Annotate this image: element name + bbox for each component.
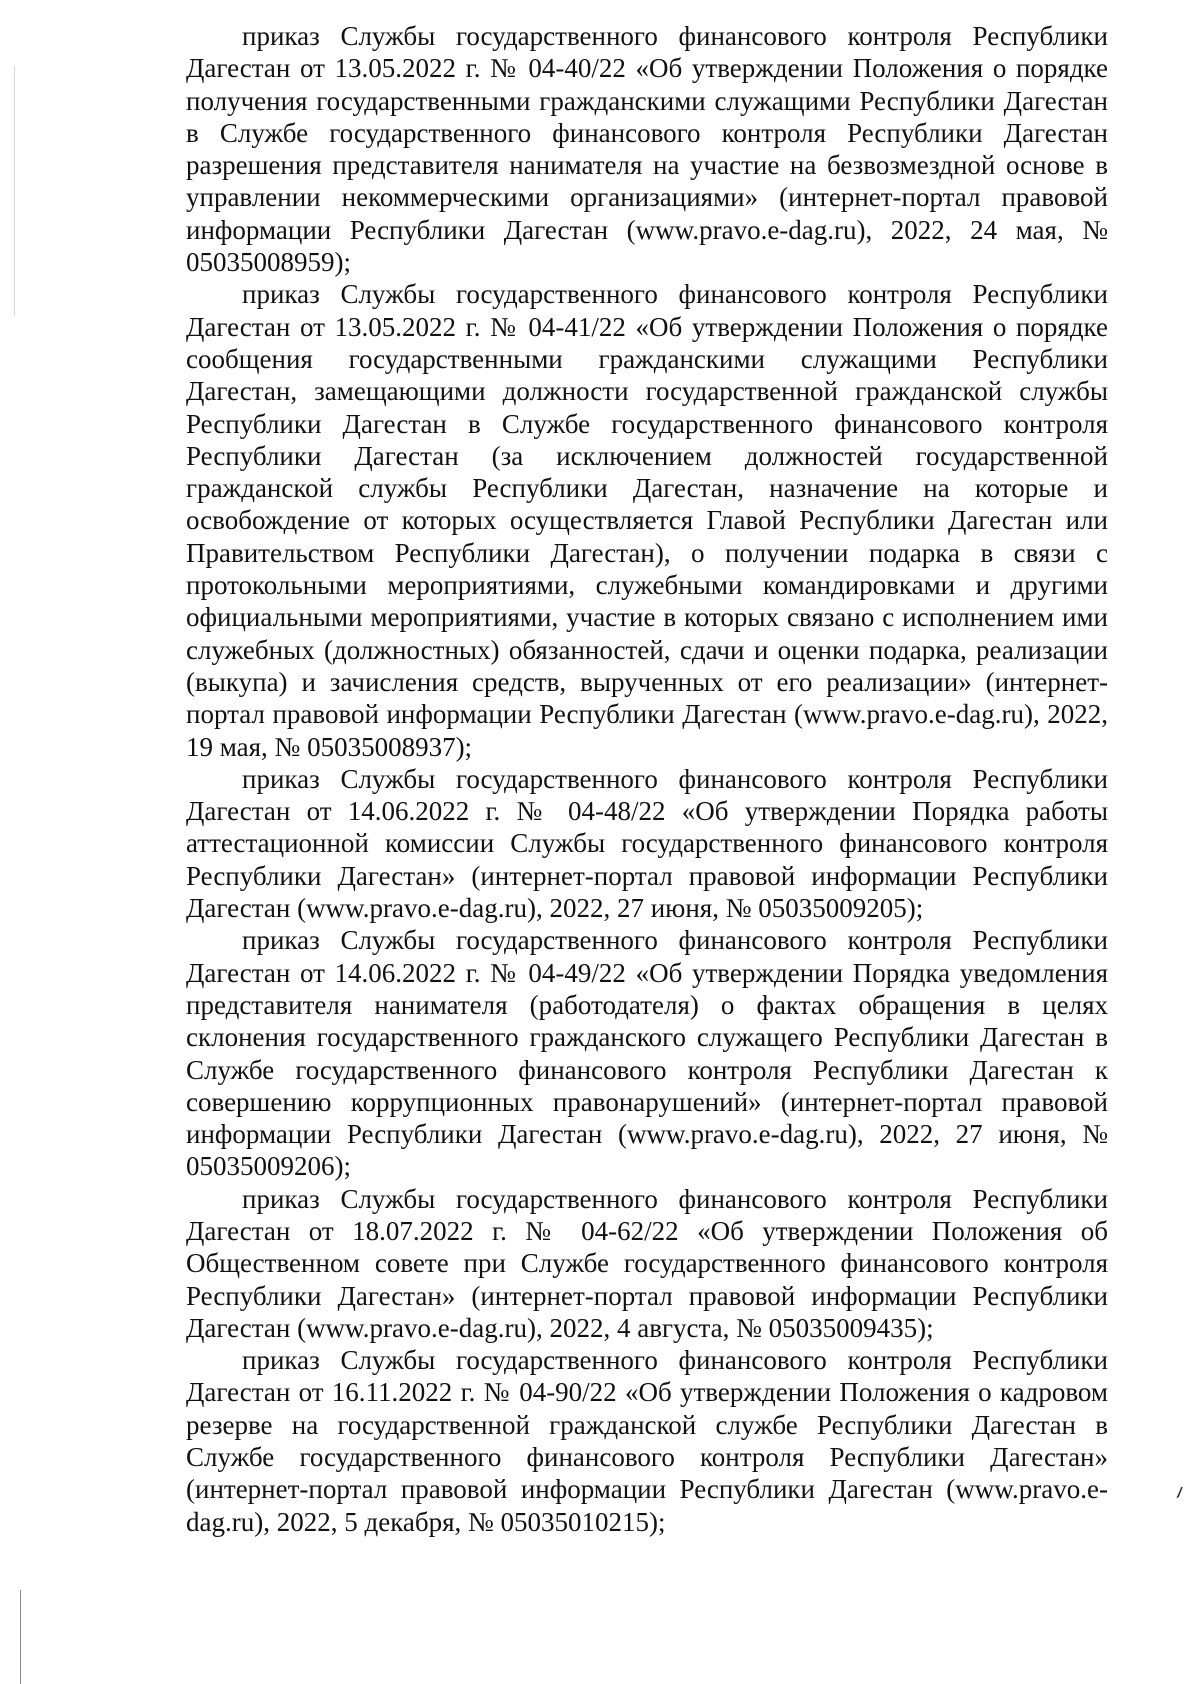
scan-edge-mark bbox=[20, 1590, 21, 1684]
order-paragraph-4: приказ Службы государственного финансового контроля Республики Дагестан от 14.06.2022 г. № 04-49/22 «Об утверждении Порядка уведомления представителя нанимателя (работодателя) о фактах обращения в целях склонения государственного гражданского служащего Республики Дагестан в Службе государственного финансового контроля Республики Дагестан к совершению коррупционных правонарушений» (интернет-портал правовой информации Республики Дагестан (www.pravo.e-dag.ru), 2022, 27 июня, № 05035009206); bbox=[186, 925, 1108, 1182]
scan-edge-mark bbox=[14, 66, 15, 316]
scan-speck-mark bbox=[1176, 1485, 1184, 1499]
order-paragraph-1: приказ Службы государственного финансового контроля Республики Дагестан от 13.05.2022 г. № 04-40/22 «Об утверждении Положения о порядке получения государственными гражданскими служащими Республики Дагестан в Службе государственного финансового контроля Республики Дагестан разрешения представителя нанимателя на участие на безвозмездной основе в управлении некоммерческими организациями» (интернет-портал правовой информации Республики Дагестан (www.pravo.e-dag.ru), 2022, 24 мая, № 05035008959); bbox=[186, 21, 1108, 278]
order-paragraph-6: приказ Службы государственного финансового контроля Республики Дагестан от 16.11.2022 г. № 04-90/22 «Об утверждении Положения о кадровом резерве на государственной гражданской службе Республики Дагестан в Службе государственного финансового контроля Республики Дагестан» (интернет-портал правовой информации Республики Дагестан (www.pravo.e-dag.ru), 2022, 5 декабря, № 05035010215); bbox=[186, 1345, 1108, 1537]
document-body bbox=[186, 20, 1108, 1538]
order-paragraph-5: приказ Службы государственного финансового контроля Республики Дагестан от 18.07.2022 г. № 04-62/22 «Об утверждении Положения об Общественном совете при Службе государственного финансового контроля Республики Дагестан» (интернет-портал правовой информации Республики Дагестан (www.pravo.e-dag.ru), 2022, 4 августа, № 05035009435); bbox=[186, 1183, 1108, 1343]
order-paragraph-3: приказ Службы государственного финансового контроля Республики Дагестан от 14.06.2022 г. № 04-48/22 «Об утверждении Порядка работы аттестационной комиссии Службы государственного финансового контроля Республики Дагестан» (интернет-портал правовой информации Республики Дагестан (www.pravo.e-dag.ru), 2022, 27 июня, № 05035009205); bbox=[186, 763, 1108, 924]
order-paragraph-2: приказ Службы государственного финансового контроля Республики Дагестан от 13.05.2022 г. № 04-41/22 «Об утверждении Положения о порядке сообщения государственными гражданскими служащими Республики Дагестан, замещающими должности государственной гражданской службы Республики Дагестан в Службе государственного финансового контроля Республики Дагестан (за исключением должностей государственной гражданской службы Республики Дагестан, назначение на которые и освобождение от которых осуществляется Главой Республики Дагестан или Правительством Республики Дагестан), о получении подарка в связи с протокольными мероприятиями, служебными командировками и другими официальными мероприятиями, участие в которых связано с исполнением ими служебных (должностных) обязанностей, сдачи и оценки подарка, реализации (выкупа) и зачисления средств, вырученных от его реализации» (интернет-портал правовой информации Республики Дагестан (www.pravo.e-dag.ru), 2022, 19 мая, № 05035008937); bbox=[186, 279, 1108, 762]
